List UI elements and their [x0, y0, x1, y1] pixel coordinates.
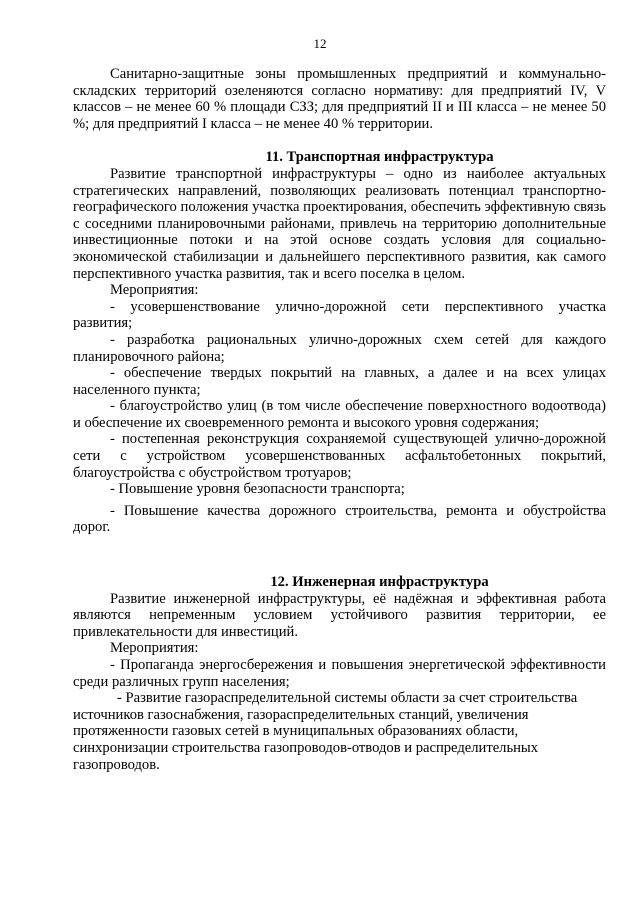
section-12-item-2: - Развитие газораспределительной системы области за счет строительства источников газоснабжения, газораспределительных станций, увеличения протяженности газовых сетей в муниципальных образованиях области, синхронизации строительства газопроводов-отводов и распределительных газопроводов. [73, 690, 578, 773]
page-number: 12 [313, 36, 327, 51]
section-12-heading: 12. Инженерная инфраструктура [270, 574, 489, 591]
section-11-item-3: - обеспечение твердых покрытий на главных, а далее и на всех улицах населенного пункта; [73, 365, 606, 398]
section-11-measures-label: Мероприятия: [110, 282, 199, 299]
section-11-item-4: - благоустройство улиц (в том числе обеспечение поверхностного водоотвода) и обеспечение их своевременного ремонта и высокого уровня содержания; [73, 398, 606, 431]
section-11-item-1: - усовершенствование улично-дорожной сети перспективного участка развития; [73, 298, 606, 332]
section-12-item-1: - Пропаганда энергосбережения и повышения энергетической эффективности среди различных групп населения; [73, 657, 606, 690]
section-11-item-2: - разработка рациональных улично-дорожных схем сетей для каждого планировочного района; [73, 331, 606, 365]
section-11-item-5: - постепенная реконструкция сохраняемой существующей улично-дорожной сети с устройством усовершенствованных асфальтобетонных покрытий, благоустройства с обустройством тротуаров; [73, 431, 606, 481]
section-11-paragraph: Развитие транспортной инфраструктуры – одно из наиболее актуальных стратегических направлений, позволяющих реализовать потенциал транспортно-географического положения участка проектирования, обеспечить эффективную связь с соседними планировочными районами, привлечь на территорию дополнительные инвестиционные потоки и на этой основе создать условия для социально-экономической стабилизации и дальнейшего перспективного развития, как самого перспективного участка развития, так и всего поселка в целом. [73, 165, 606, 282]
section-11-heading: 11. Транспортная инфраструктура [265, 149, 494, 166]
section-12-measures-label: Мероприятия: [110, 640, 199, 657]
section-12-paragraph: Развитие инженерной инфраструктуры, её надёжная и эффективная работа являются непременным условием устойчивого развития территории, ее привлекательности для инвестиций. [73, 590, 606, 640]
section-11-item-7: - Повышение качества дорожного строительства, ремонта и обустройства дорог. [73, 502, 606, 536]
page-content [73, 66, 606, 773]
section-11-item-6: - Повышение уровня безопасности транспорта; [110, 481, 405, 498]
intro-paragraph: Санитарно-защитные зоны промышленных предприятий и коммунально-складских территорий озеленяются согласно нормативу: для предприятий IV, V классов – не менее 60 % площади СЗЗ; для предприятий II и III класса – не менее 50 %; для предприятий I класса – не менее 40 % территории. [73, 66, 606, 132]
